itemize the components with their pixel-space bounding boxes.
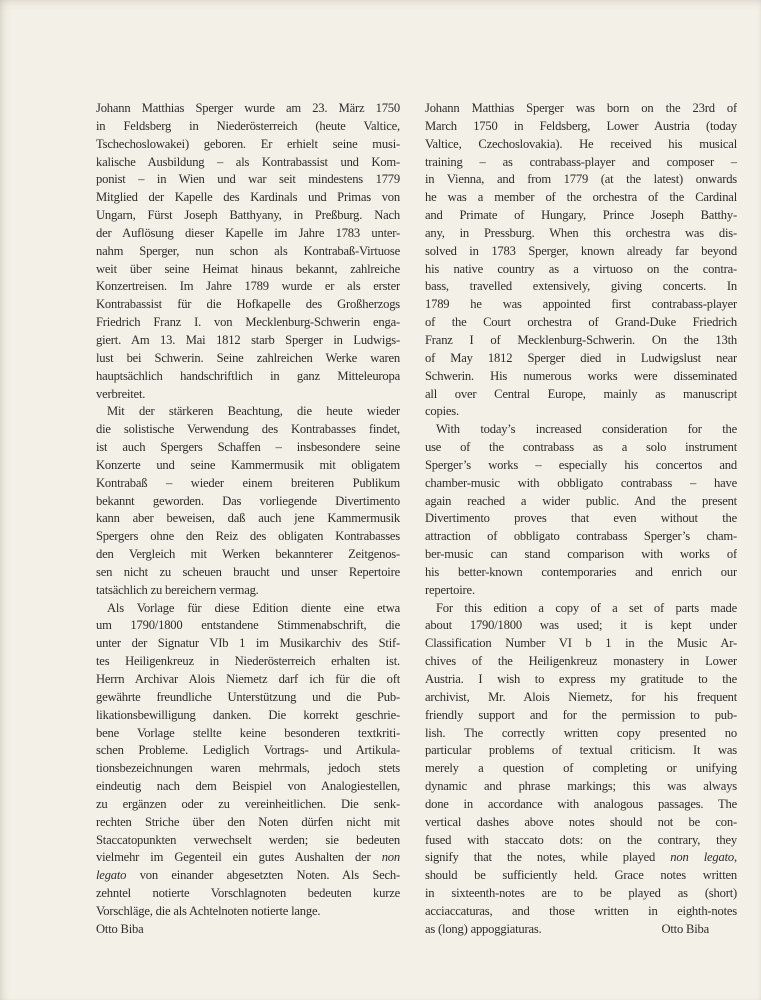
text-line: For this edition a copy of a set of parts made: [436, 600, 737, 615]
text-line: Franz I of Mecklenburg-Schwerin. On the 13th: [425, 332, 737, 347]
text-line: Konzerte und seine Kammermusik mit obligatem: [96, 457, 400, 472]
text-line: ber-music can stand comparison with works of: [425, 547, 737, 562]
text-line: about 1790/1800 was used; it is kept under: [425, 618, 737, 633]
text-line: Sperger’s works – especially his concertos and: [425, 457, 737, 472]
text-line: bass, travelled extensively, giving concerts. In: [425, 279, 737, 294]
text-line: hauptsächlich handschriftlich in ganz Mitteleuropa: [96, 368, 400, 383]
text-line: With today’s increased consideration for the: [436, 422, 737, 437]
text-line: all over Central Europe, mainly as manuscript: [425, 386, 737, 401]
text-line: Schwerin. His numerous works were disseminated: [425, 368, 737, 383]
text-line: Austria. I wish to express my gratitude to the: [425, 672, 737, 686]
text-line: schen Probleme. Lediglich Vortrags- und Artikula-: [96, 743, 400, 758]
text-line: of the Court orchestra of Grand-Duke Friedrich: [425, 315, 737, 330]
text-line: lust bei Schwerin. Seine zahlreichen Werke waren: [96, 350, 400, 365]
text-line: solved in 1783 Sperger, known already far beyond: [425, 243, 737, 258]
text-line: legato von einander abgesetzten Noten. Als Sech-: [96, 868, 400, 883]
text-line: tes Heiligenkreuz in Niederösterreich erhalten ist.: [96, 654, 400, 669]
text-line: again reached a wider public. And the present: [425, 493, 737, 508]
text-line: Konzertreisen. Im Jahre 1789 wurde er als erster: [96, 279, 400, 294]
text-line: ponist – in Wien und war seit mindestens 1779: [96, 172, 400, 187]
text-line: Divertimento proves that even without the: [425, 511, 737, 526]
text-line: Friedrich Franz I. von Mecklenburg-Schwerin enga-: [96, 315, 400, 330]
text-line: ist auch Spergers Schaffen – insbesondere seine: [96, 440, 400, 455]
text-line: lish. The correctly written copy presented no: [425, 725, 737, 740]
text-line: die solistische Verwendung des Kontrabasses findet,: [96, 422, 400, 437]
text-line: in Feldsberg in Niederösterreich (heute Valtice,: [96, 118, 400, 133]
text-line: rechten Striche über den Noten dürfen nicht mit: [96, 814, 400, 829]
text-line: archivist, Mr. Alois Niemetz, for his frequent: [425, 689, 737, 704]
text-line: should be sufficiently held. Grace notes written: [425, 868, 737, 883]
text-line: unter der Signatur VIb 1 im Musikarchiv des Stif-: [96, 636, 400, 651]
text-line: vertical dashes above notes should not be con-: [425, 814, 737, 829]
text-line: Johann Matthias Sperger was born on the 23rd of: [425, 101, 737, 115]
text-line: March 1750 in Feldsberg, Lower Austria (today: [425, 118, 737, 133]
text-line: Valtice, Czechoslovakia). He received his musical: [425, 136, 737, 151]
text-line: of May 1812 Sperger died in Ludwigslust near: [425, 350, 737, 365]
text-line: verbreitet.: [96, 386, 146, 401]
text-line: kalische Ausbildung – als Kontrabassist und Kom-: [96, 154, 400, 169]
text-line: done in accordance with analogous passages. The: [425, 796, 737, 811]
text-line: vielmehr im Gegenteil ein gutes Aushalten der non: [96, 850, 400, 865]
text-line: Tschechoslowakei) geboren. Er erhielt seine musi-: [96, 136, 400, 151]
text-line: zu ergänzen oder zu vereinheitlichen. Die senk-: [96, 796, 400, 811]
english-text-column: [425, 100, 737, 939]
text-line: merely a question of completing or unifying: [425, 761, 737, 776]
text-line: bekannt geworden. Das vorliegende Divertimento: [96, 493, 400, 508]
text-line: particular problems of textual criticism. It was: [425, 743, 737, 758]
text-line: likationsbewilligung danken. Die korrekt geschrie-: [96, 707, 400, 722]
text-line: tionsbezeichnungen waren mehrmals, jedoch stets: [96, 761, 400, 776]
text-line: kann aber beweisen, daß auch jene Kammermusik: [96, 511, 400, 526]
text-line: fused with staccato dots: on the contrary, they: [425, 832, 737, 847]
text-line: nahm Sperger, nun schon als Kontrabaß-Virtuose: [96, 243, 400, 258]
text-line: Staccatopunkten verwechselt werden; sie bedeuten: [96, 832, 400, 847]
text-columns: [96, 100, 737, 939]
text-line: Kontrabaß – wieder einem breiteren Publikum: [96, 475, 400, 490]
text-line: Classification Number VI b 1 in the Music Ar-: [425, 636, 737, 651]
text-line: his native country as a virtuoso on the contra-: [425, 261, 737, 276]
text-line: weit über seine Heimat hinaus bekannt, zahlreiche: [96, 261, 400, 276]
text-line: gewährte freundliche Unterstützung und die Pub-: [96, 689, 400, 704]
text-line: copies.: [425, 404, 459, 419]
text-line: giert. Am 13. Mai 1812 starb Sperger in Ludwigs-: [96, 332, 400, 347]
text-line: sen nicht zu scheuen braucht und unser Repertoire: [96, 564, 400, 579]
text-line: den Vergleich mit Werken bekannterer Zeitgenos-: [96, 547, 400, 562]
text-line: Mitglied der Kapelle des Kardinals und Primas von: [96, 190, 400, 205]
text-line: chives of the Heiligenkreuz monastery in Lower: [425, 654, 737, 669]
text-line: any, in Pressburg. When this orchestra was dis-: [425, 225, 737, 240]
text-line: friendly support and for the permission to pub-: [425, 707, 737, 722]
text-line: um 1790/1800 entstandene Stimmenabschrift, die: [96, 618, 400, 633]
text-line: repertoire.: [425, 582, 475, 597]
text-line: he was a member of the orchestra of the Cardinal: [425, 190, 737, 205]
text-line: 1789 he was appointed first contrabass-player: [425, 297, 737, 312]
author-signature: Otto Biba: [96, 921, 144, 936]
text-line: Kontrabassist für die Hofkapelle des Großherzogs: [96, 297, 400, 312]
text-line: Mit der stärkeren Beachtung, die heute wieder: [107, 404, 400, 419]
text-line: in sixteenth-notes are to be played as (short): [425, 886, 737, 901]
text-line: dynamic and phrase markings; this was always: [425, 779, 737, 794]
closing-text: as (long) appoggiaturas.: [425, 921, 542, 936]
text-line: Vorschläge, die als Achtelnoten notierte lange.: [96, 903, 321, 918]
text-line: Ungarn, Fürst Joseph Batthyany, in Preßburg. Nach: [96, 208, 400, 223]
text-line: zehntel notierte Vorschlagnoten bedeuten kurze: [96, 886, 400, 901]
text-line: in Vienna, and from 1779 (at the latest) onwards: [425, 172, 737, 187]
text-line: Als Vorlage für diese Edition diente eine etwa: [107, 600, 400, 615]
text-line: tatsächlich zu bereichern vermag.: [96, 582, 259, 597]
text-line: bene Vorlage stellte keine besonderen textkriti-: [96, 725, 400, 740]
text-line: der Auflösung dieser Kapelle im Jahre 1783 unter-: [96, 225, 400, 240]
text-line: chamber-music with obbligato contrabass – have: [425, 475, 737, 490]
text-line: and Primate of Hungary, Prince Joseph Batthy-: [425, 208, 737, 223]
german-text-column: [96, 100, 400, 939]
text-line: use of the contrabass as a solo instrument: [425, 440, 737, 455]
text-line: [425, 921, 737, 939]
text-line: his better-known contemporaries and enrich our: [425, 564, 737, 579]
text-line: Spergers ohne den Reiz des obligaten Kontrabasses: [96, 529, 400, 544]
text-line: training – as contrabass-player and composer –: [425, 154, 737, 169]
text-line: signify that the notes, while played non legato,: [425, 850, 737, 865]
text-line: eindeutig nach dem Beispiel von Analogiestellen,: [96, 779, 400, 794]
author-signature: Otto Biba: [661, 921, 709, 936]
text-line: Herrn Archivar Alois Niemetz darf ich für die oft: [96, 672, 400, 686]
text-line: attraction of obbligato contrabass Sperger’s cham-: [425, 529, 737, 544]
text-line: acciaccaturas, and those written in eighth-notes: [425, 903, 737, 918]
text-line: Johann Matthias Sperger wurde am 23. März 1750: [96, 101, 400, 115]
